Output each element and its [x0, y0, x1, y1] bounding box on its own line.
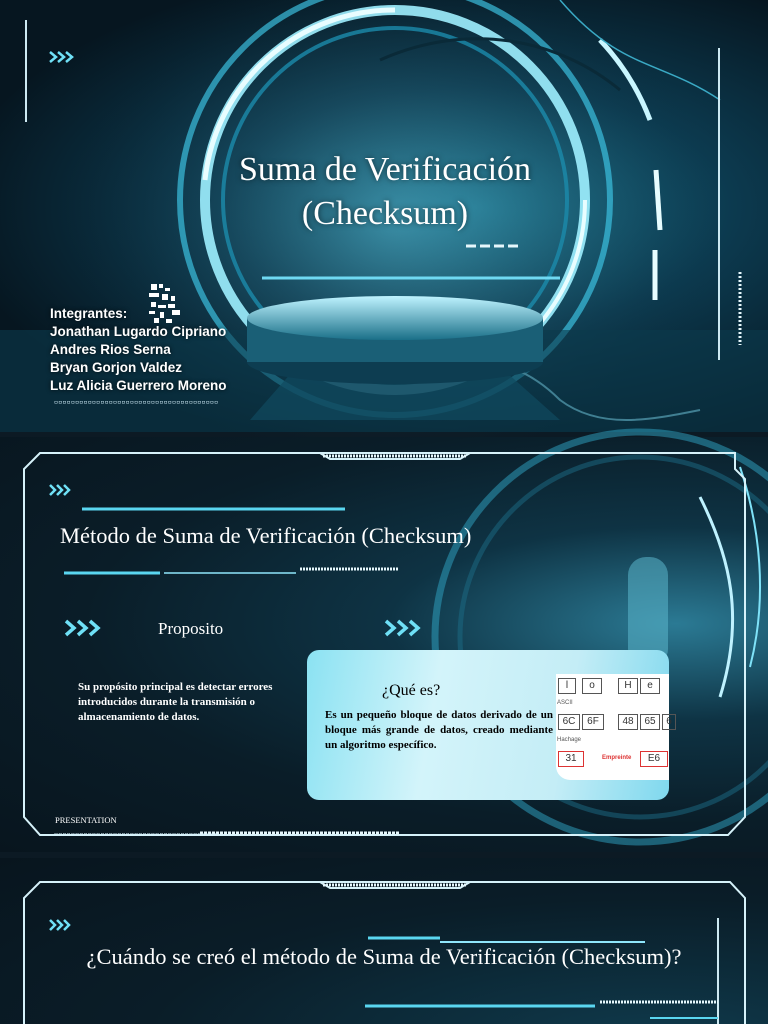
checksum-diagram-thumbnail — [556, 674, 672, 780]
que-es-heading: ¿Qué es? — [382, 682, 441, 699]
que-es-card — [307, 650, 672, 800]
diagram-cell: H — [618, 678, 638, 694]
diagram-cell: E6 — [640, 751, 668, 767]
proposito-text: Su propósito principal es detectar errores introducidos durante la transmisión o almacenamiento de datos. — [78, 681, 273, 723]
member-name: Luz Alicia Guerrero Moreno — [50, 378, 227, 393]
presentation-title — [190, 148, 580, 236]
que-es-text: Es un pequeño bloque de datos derivado de un bloque más grande de datos, creado mediante un algoritmo específico. — [325, 709, 553, 751]
title-line-1: Suma de Verificación — [238, 151, 532, 188]
hud-frame-background — [0, 858, 768, 1024]
diagram-cell: 31 — [558, 751, 584, 767]
history-slide — [0, 858, 768, 1024]
diagram-cell: 65 — [640, 714, 660, 730]
proposito-heading: Proposito — [158, 619, 224, 638]
diagram-label: Hachage — [557, 737, 582, 743]
title-line-2: (Checksum) — [301, 195, 469, 232]
footer-label: PRESENTATION — [55, 815, 117, 825]
diagram-cell: 48 — [618, 714, 638, 730]
members-heading: Integrantes: — [50, 306, 128, 321]
slide-title: Método de Suma de Verificación (Checksum) — [60, 523, 472, 548]
slide-title: ¿Cuándo se creó el método de Suma de Verificación (Checksum)? — [86, 944, 682, 969]
diagram-cell: e — [640, 678, 660, 694]
diagram-cell: o — [582, 678, 602, 694]
member-name: Jonathan Lugardo Cipriano — [50, 324, 227, 339]
decorative-dot-strip: ▫▫▫▫▫▫▫▫▫▫▫▫▫▫▫▫▫▫▫▫▫▫▫▫▫▫▫▫▫▫▫▫▫▫▫▫▫▫▫ — [54, 398, 219, 406]
member-name: Andres Rios Serna — [50, 342, 171, 357]
diagram-cell: l — [558, 678, 576, 694]
diagram-cell: 6C — [558, 714, 580, 730]
title-slide — [0, 0, 768, 432]
diagram-label: Empreinte — [602, 755, 632, 761]
diagram-label: ASCII — [557, 700, 573, 706]
diagram-cell: 6F — [582, 714, 604, 730]
decorative-dot-strip: ▫▫▫▫▫▫▫▫▫▫▫▫▫▫▫▫▫▫▫▫▫▫▫▫▫▫▫▫▫▫▫▫▫▫▫▫▫▫▫ — [54, 830, 219, 838]
diagram-cell: 6 — [662, 714, 676, 730]
member-name: Bryan Gorjon Valdez — [50, 360, 183, 375]
members-block — [50, 305, 227, 395]
